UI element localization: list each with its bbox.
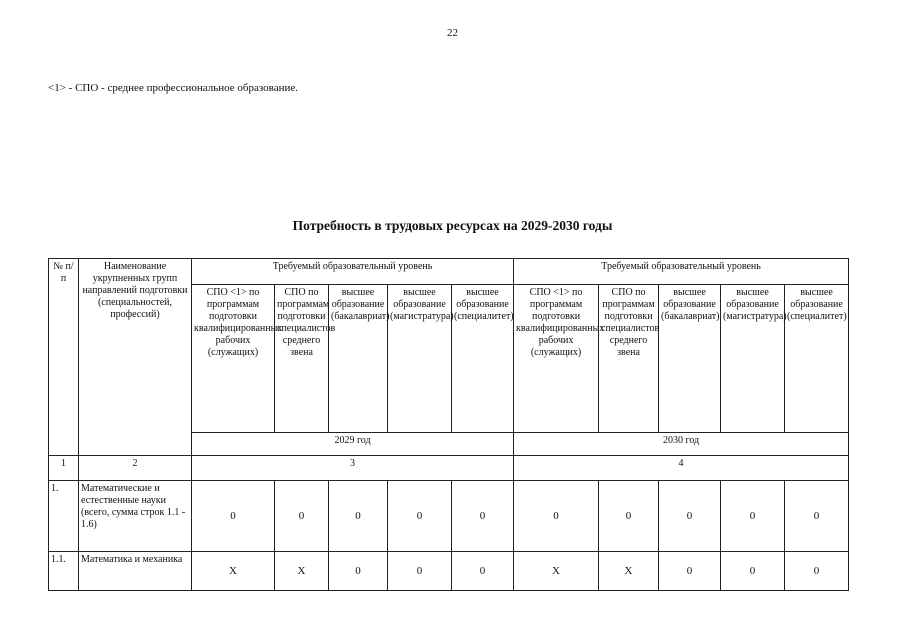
table-cell: X [599, 552, 659, 591]
table-cell: 0 [785, 552, 849, 591]
row-number: 1. [49, 481, 79, 552]
table-row [49, 481, 849, 552]
row-number: 1.1. [49, 552, 79, 591]
table-cell: 0 [275, 481, 329, 552]
table-cell: 0 [452, 552, 514, 591]
header-spo-mid-2029: СПО по программам подготовки специалистов среднего звена [275, 285, 329, 433]
col-index-4: 4 [514, 456, 849, 481]
workforce-demand-table [48, 258, 849, 591]
table-cell: 0 [599, 481, 659, 552]
table-cell: 0 [192, 481, 275, 552]
header-level-2029: Требуемый образовательный уровень [192, 259, 514, 285]
header-master-2030: высшее образование (магистратура) [721, 285, 785, 433]
col-index-3: 3 [192, 456, 514, 481]
header-bachelor-2029: высшее образование (бакалавриат) [329, 285, 388, 433]
table-cell: X [514, 552, 599, 591]
table-cell: X [275, 552, 329, 591]
header-specialist-2030: высшее образование (специалитет) [785, 285, 849, 433]
col-index-2: 2 [79, 456, 192, 481]
table-cell: 0 [452, 481, 514, 552]
header-number: № п/п [49, 259, 79, 456]
header-spo-workers-2030: СПО <1> по программам подготовки квалифицированных рабочих (служащих) [514, 285, 599, 433]
table-cell: 0 [329, 552, 388, 591]
table-cell: 0 [514, 481, 599, 552]
table-cell: 0 [388, 481, 452, 552]
year-2030: 2030 год [514, 433, 849, 456]
table-cell: 0 [329, 481, 388, 552]
footnote: <1> - СПО - среднее профессиональное образование. [48, 82, 299, 94]
table-cell: X [192, 552, 275, 591]
header-bachelor-2030: высшее образование (бакалавриат) [659, 285, 721, 433]
col-index-1: 1 [49, 456, 79, 481]
header-level-2030: Требуемый образовательный уровень [514, 259, 849, 285]
table-row [49, 552, 849, 591]
table-cell: 0 [721, 481, 785, 552]
header-spo-mid-2030: СПО по программам подготовки специалистов среднего звена [599, 285, 659, 433]
page-number: 22 [447, 27, 458, 39]
header-group-name: Наименование укрупненных групп направлений подготовки (специальностей, профессий) [79, 259, 192, 456]
header-specialist-2029: высшее образование (специалитет) [452, 285, 514, 433]
table-cell: 0 [659, 552, 721, 591]
table-cell: 0 [785, 481, 849, 552]
table-cell: 0 [721, 552, 785, 591]
table-cell: 0 [388, 552, 452, 591]
row-name: Математика и механика [79, 552, 192, 591]
row-name: Математические и естественные науки (всего, сумма строк 1.1 - 1.6) [79, 481, 192, 552]
header-spo-workers-2029: СПО <1> по программам подготовки квалифицированных рабочих (служащих) [192, 285, 275, 433]
table-cell: 0 [659, 481, 721, 552]
year-2029: 2029 год [192, 433, 514, 456]
header-master-2029: высшее образование (магистратура) [388, 285, 452, 433]
table-title: Потребность в трудовых ресурсах на 2029-2030 годы [292, 218, 613, 233]
